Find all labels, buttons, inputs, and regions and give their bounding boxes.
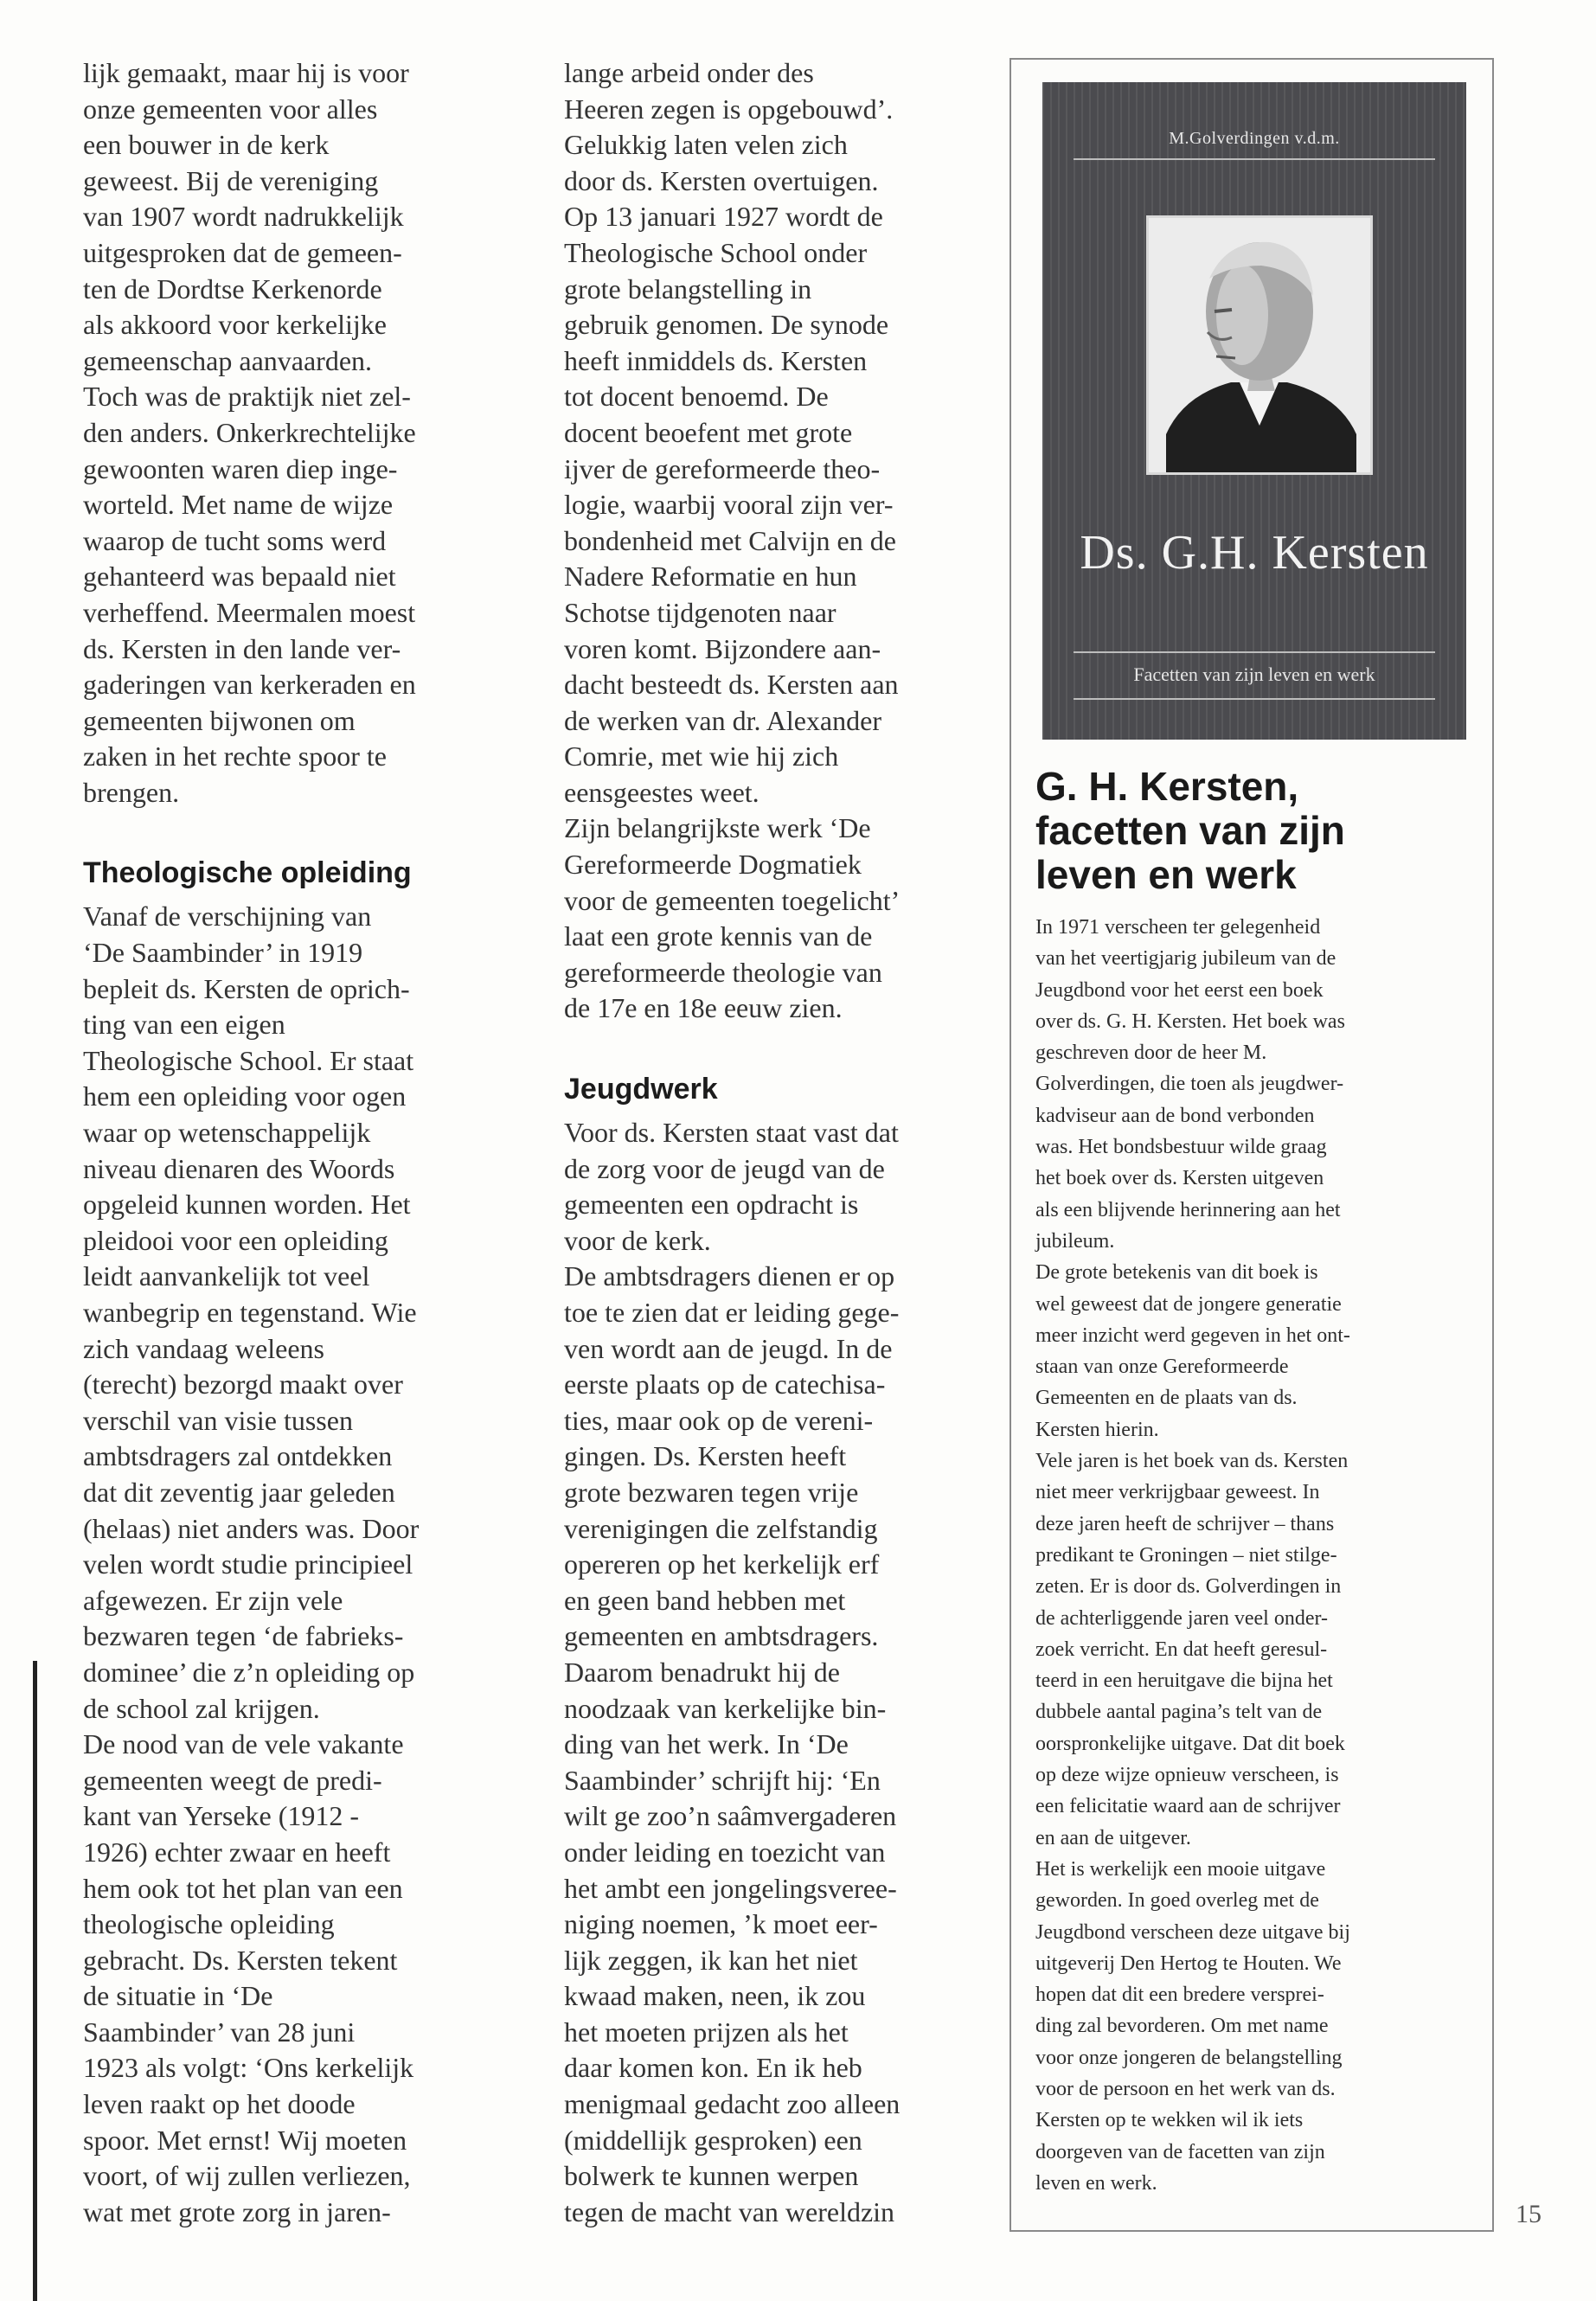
column-1-intro-text: lijk gemaakt, maar hij is voor onze gemeenten voor alles een bouwer in de kerk geweest. Bij de vereniging van 1907 wordt nadrukkelijk uitgesproken dat de gemeen- ten de Dordtse Kerkenorde als akkoord voor kerkelijke gemeenschap aanvaarden. Toch was de praktijk niet zel- den anders. Onkerkrechtelijke gewoonten waren diep inge- worteld. Met name de wijze waarop de tucht soms werd gehanteerd was bepaald niet verheffend. Meermalen moest ds. Kersten in den lande ver- gaderingen van kerkeraden en gemeenten bijwonen om zaken in het rechte spoor te brengen. [83, 57, 416, 808]
sidebar-paragraph: Het is werkelijk een mooie uitgave geworden. In goed overleg met de Jeugdbond verscheen deze uitgave bij uitgeverij Den Hertog te Houten. We hopen dat dit een bredere versprei- ding zal bevorderen. Om met name voor onze jongeren de belangstelling voor de persoon en het werk van ds. Kersten op te wekken wil ik iets doorgeven van de facetten van zijn leven en werk. [1035, 1857, 1350, 2195]
sidebar-paragraph: In 1971 verscheen ter gelegenheid van het veertigjarig jubileum van de Jeugdbond voor het eerst een boek over ds. G. H. Kersten. Het boek was geschreven door de heer M. Golverdingen, die toen als jeugdwer- kadviseur aan de bond verbonden was. Het bondsbestuur wilde graag het boek over ds. Kersten uitgeven als een blijvende herinnering aan het jubileum. [1035, 916, 1345, 1253]
book-cover-rule [1074, 651, 1435, 653]
book-review-sidebar [1010, 58, 1494, 2232]
book-cover-author: M.Golverdingen v.d.m. [1169, 129, 1340, 148]
column-2-body-text: Voor ds. Kersten staat vast dat de zorg voor de jeugd van de gemeenten een opdracht is voor de kerk. De ambtsdragers dienen er op toe te zien dat er leiding gege- ven wordt aan de jeugd. In de eerste plaats op de catechisa- ties, maar ook op de vereni- gingen. Ds. Kersten heeft grote bezwaren tegen vrije verenigingen die zelfstandig opereren op het kerkelijk erf en geen band hebben met gemeenten en ambtsdragers. Daarom benadrukt hij de noodzaak van kerkelijke bin- ding van het werk. In ‘De Saambinder’ schrijft hij: ‘En wilt ge zoo’n saâmvergaderen onder leiding en toezicht van het ambt een jongelingsveree- niging noemen, ’k moet eer- lijk zeggen, ik kan het niet kwaad maken, neen, ik zou het moeten prijzen als het daar komen kon. En ik heb menigmaal gedacht zoo alleen (middellijk gesproken) een bolwerk te kunnen werpen tegen de macht van wereldzin [564, 1117, 901, 2227]
book-cover-subtitle: Facetten van zijn leven en werk [1133, 663, 1375, 685]
sidebar-paragraph: De grote betekenis van dit boek is wel geweest dat de jongere generatie meer inzicht werd gegeven in het ont- staan van onze Gereformeerde Gemeenten en de plaats van ds. Kersten hierin. [1035, 1261, 1350, 1441]
left-margin-rule [33, 1661, 37, 2301]
portrait-photo [1146, 215, 1373, 475]
book-cover-title: Ds. G.H. Kersten [1080, 526, 1429, 580]
portrait-illustration [1149, 218, 1370, 472]
page-number: 15 [1516, 2200, 1542, 2228]
book-cover-rule [1074, 158, 1435, 160]
article-column-1 [83, 55, 520, 2230]
sidebar-paragraph: Vele jaren is het boek van ds. Kersten niet meer verkrijgbaar geweest. In deze jaren heeft de schrijver – thans predikant te Groningen – niet stilge- zeten. Er is door ds. Golverdingen in de achterliggende jaren veel onder- zoek verricht. En dat heeft geresul- teerd in een heruitgave die bijna het dubbele aantal pagina’s telt van de oorspronkelijke uitgave. Dat dit boek op deze wijze opnieuw verscheen, is een felicitatie waard aan de schrijver en aan de uitgever. [1035, 1450, 1349, 1849]
section-heading-theologische-opleiding: Theologische opleiding [83, 856, 412, 890]
article-column-2 [564, 55, 1005, 2230]
column-1-body-text: Vanaf de verschijning van ‘De Saambinder’ in 1919 bepleit ds. Kersten de oprich- ting van een eigen Theologische School. Er staat hem een opleiding voor ogen waar op wetenschappelijk niveau dienaren des Woords opgeleid kunnen worden. Het pleidooi voor een opleiding leidt aanvankelijk tot veel wanbegrip en tegenstand. Wie zich vandaag weleens (terecht) bezorgd maakt over verschil van visie tussen ambtsdragers zal ontdekken dat dit zeventig jaar geleden (helaas) niet anders was. Door velen wordt studie principieel afgewezen. Er zijn vele bezwaren tegen ‘de fabrieks- dominee’ die z’n opleiding op de school zal krijgen. De nood van de vele vakante gemeenten weegt de predi- kant van Yerseke (1912 - 1926) echter zwaar en heeft hem ook tot het plan van een theologische opleiding gebracht. Ds. Kersten tekent de situatie in ‘De Saambinder’ van 28 juni 1923 als volgt: ‘Ons kerkelijk leven raakt op het doode spoor. Met ernst! Wij moeten voort, of wij zullen verliezen, wat met grote zorg in jaren- [83, 901, 420, 2227]
column-2-intro-text: lange arbeid onder des Heeren zegen is opgebouwd’. Gelukkig laten velen zich door ds. Kersten overtuigen. Op 13 januari 1927 wordt de Theologische School onder grote belangstelling in gebruik genomen. De synode heeft inmiddels ds. Kersten tot docent benoemd. De docent beoefent met grote ijver de gereformeerde theo- logie, waarbij vooral zijn ver- bondenheid met Calvijn en de Nadere Reformatie en hun Schotse tijdgenoten naar voren komt. Bijzondere aan- dacht besteedt ds. Kersten aan de werken van dr. Alexander Comrie, met wie hij zich eensgeestes weet. Zijn belangrijkste werk ‘De Gereformeerde Dogmatiek voor de gemeenten toegelicht’ laat een grote kennis van de gereformeerde theologie van de 17e en 18e eeuw zien. [564, 57, 901, 1024]
section-heading-jeugdwerk: Jeugdwerk [564, 1073, 718, 1106]
book-cover-rule [1074, 698, 1435, 700]
sidebar-heading: G. H. Kersten, facetten van zijn leven en werk [1035, 764, 1345, 897]
sidebar-text [1035, 912, 1468, 2199]
book-cover [1042, 82, 1466, 740]
